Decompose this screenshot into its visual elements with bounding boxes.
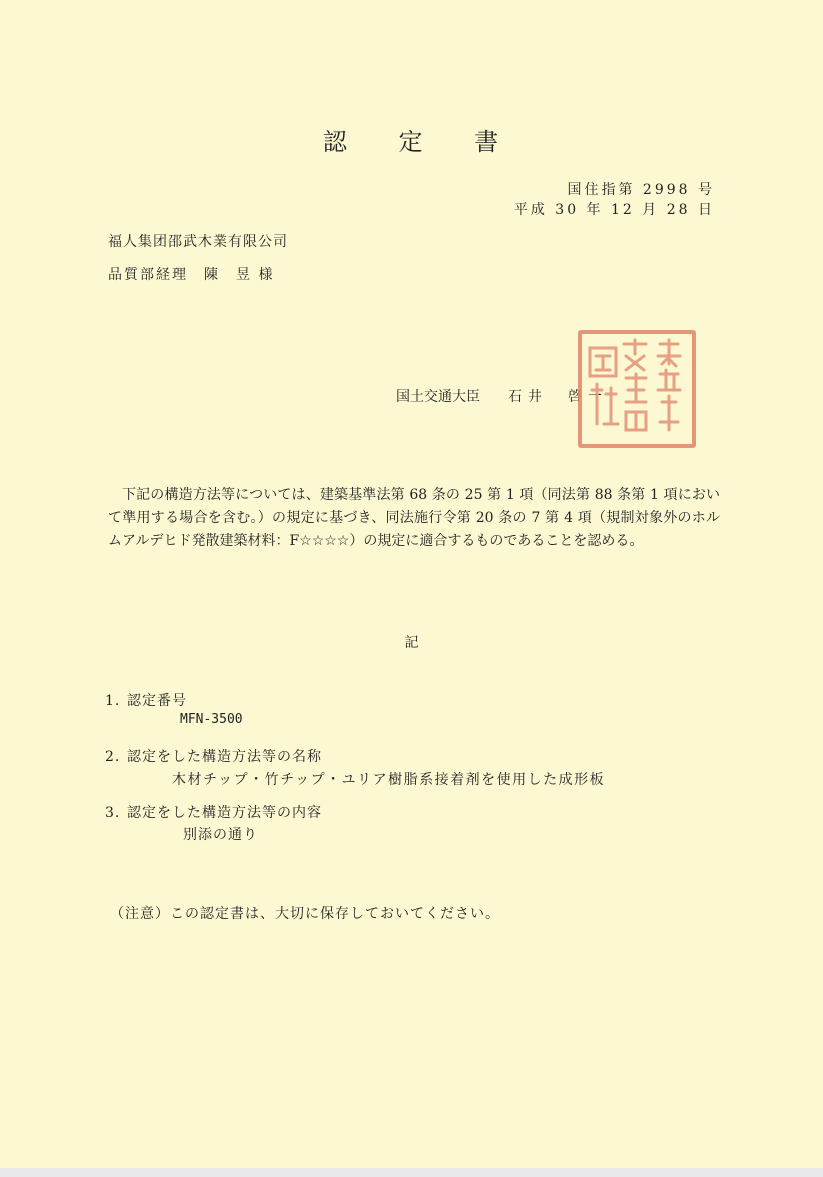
caution-note: （注意）この認定書は、大切に保存しておいてください。 xyxy=(110,906,500,922)
item-2-value: 木材チップ・竹チップ・ユリア樹脂系接着剤を使用した成形板 xyxy=(172,772,606,788)
document-number-block xyxy=(495,180,715,220)
item-3-label: 認定をした構造方法等の内容 xyxy=(127,805,322,821)
document-number: 国住指第 2998 号 xyxy=(567,182,715,198)
item-3-number: 3. xyxy=(105,805,121,821)
viewer-bottom-strip xyxy=(0,1168,823,1177)
item-2-heading xyxy=(105,746,322,766)
certification-statement: 下記の構造方法等については、建築基準法第 68 条の 25 第 1 項（同法第 88 条第 1 項において準用する場合を含む。）の規定に基づき、同法施行令第 20 条の 7 第 4 項（規制対象外のホルムアルデヒド発散建築材料：F☆☆☆☆）の規定に適合するものであることを認める。 xyxy=(108,487,720,549)
item-1-number: 1. xyxy=(105,693,121,709)
issuer xyxy=(396,386,608,406)
issuer-name: 石井 啓一 xyxy=(508,389,608,405)
item-2-number: 2. xyxy=(105,749,121,765)
item-3-value: 別添の通り xyxy=(183,827,258,843)
document-title: 認 定 書 xyxy=(322,128,521,156)
item-1-heading xyxy=(105,690,187,710)
issuer-title: 国土交通大臣 xyxy=(396,389,480,405)
item-1-label: 認定番号 xyxy=(127,693,187,709)
item-2-label: 認定をした構造方法等の名称 xyxy=(127,749,322,765)
issue-date: 平成 30 年 12 月 28 日 xyxy=(513,202,715,218)
item-1-value: MFN-3500 xyxy=(180,712,243,727)
recipient-company: 福人集团邵武木業有限公司 xyxy=(108,234,288,250)
recipient-person: 品質部経理 陳 昱 様 xyxy=(108,267,275,283)
official-seal-stamp xyxy=(578,330,696,448)
item-3-heading xyxy=(105,802,322,822)
ki-heading: 記 xyxy=(404,635,419,651)
seal-glyphs-icon xyxy=(582,334,692,444)
